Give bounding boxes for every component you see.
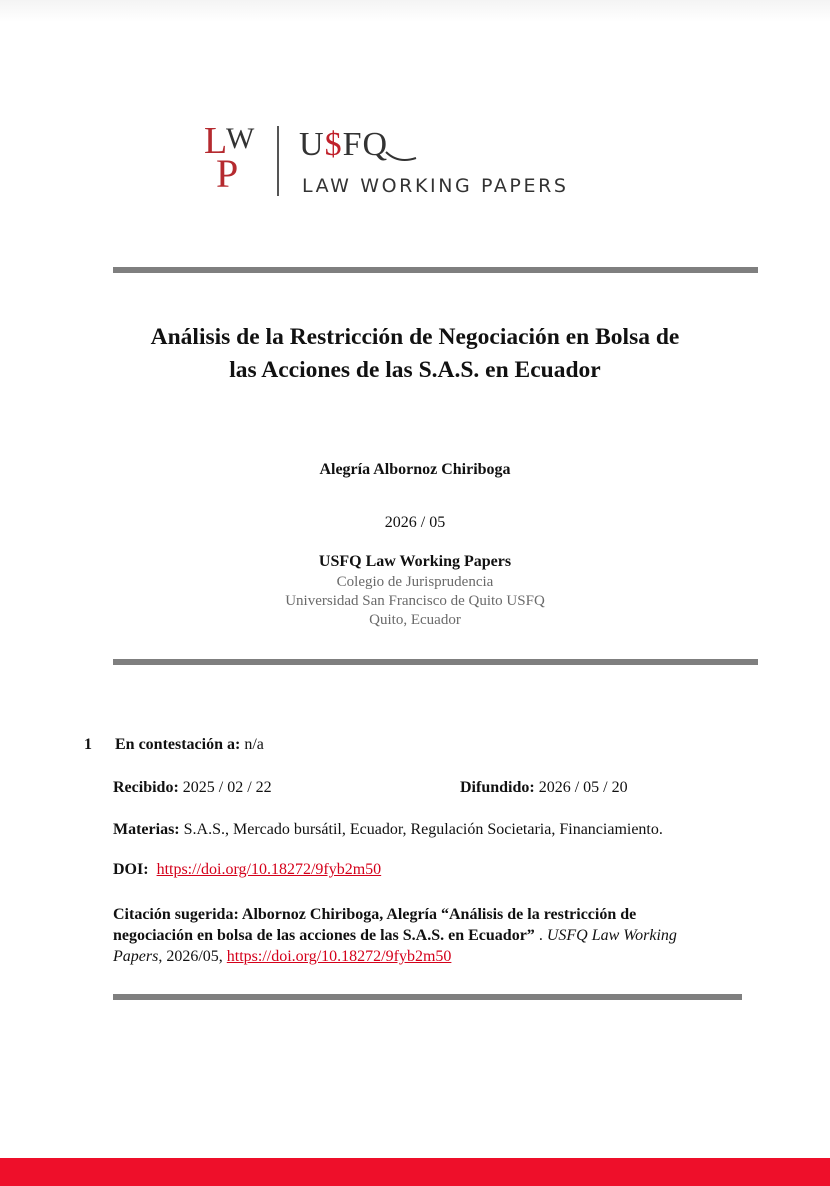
lwp-monogram — [200, 120, 260, 200]
logo-divider — [277, 126, 279, 196]
top-edge-shade — [0, 0, 830, 22]
footer-color-bar — [0, 1158, 830, 1186]
subjects-value: S.A.S., Mercado bursátil, Ecuador, Regulación Societaria, Financiamiento. — [183, 821, 663, 838]
monogram-w: W — [226, 122, 255, 155]
released-line — [460, 779, 628, 797]
doi-line — [113, 861, 381, 879]
monogram-p: P — [216, 151, 239, 196]
citation-doi-link[interactable]: https://doi.org/10.18272/9fyb2m50 — [226, 948, 452, 965]
lwp-usfq-logo — [200, 120, 620, 210]
received-value: 2025 / 02 / 22 — [182, 779, 272, 796]
citation-tail: , 2026/05, — [158, 948, 227, 965]
doi-link[interactable]: https://doi.org/10.18272/9fyb2m50 — [156, 861, 382, 878]
received-label: Recibido: — [113, 779, 179, 796]
bottom-rule — [113, 994, 742, 1000]
released-value: 2026 / 05 / 20 — [538, 779, 628, 796]
received-line — [113, 779, 272, 797]
logo-subtitle: LAW WORKING PAPERS — [302, 175, 569, 197]
suggested-citation — [113, 904, 703, 967]
page-number: 1 — [84, 736, 92, 753]
subjects-line — [113, 821, 663, 839]
author-name: Alegría Albornoz Chiriboga — [319, 461, 511, 478]
usfq-u: U — [299, 126, 325, 163]
title-line-2: las Acciones de las S.A.S. en Ecuador — [229, 357, 601, 383]
usfq-dragon-s: $ — [324, 126, 343, 163]
monogram-l: L — [204, 120, 228, 162]
issue-number: 2026 / 05 — [384, 514, 446, 531]
response-line — [115, 736, 264, 754]
usfq-wordmark — [299, 128, 388, 162]
citation-text: Citación sugerida: Albornoz Chiriboga, Alegría “Análisis de la restricción de negociación en bolsa de las acciones de las S.A.S. en Ecuador” — [113, 906, 637, 944]
series-name: USFQ Law Working Papers — [318, 553, 512, 570]
released-label: Difundido: — [460, 779, 535, 796]
usfq-fq: FQ — [342, 126, 389, 163]
middle-rule — [113, 659, 758, 665]
response-label: En contestación a: — [115, 736, 241, 753]
doi-label: DOI: — [113, 861, 149, 878]
document-title — [60, 321, 770, 387]
usfq-swash-icon — [384, 148, 418, 164]
top-rule — [113, 267, 758, 273]
institution-line: Colegio de Jurisprudencia — [336, 574, 494, 590]
institution-line: Universidad San Francisco de Quito USFQ — [285, 593, 545, 609]
institution-line: Quito, Ecuador — [369, 612, 461, 628]
citation-separator: . — [534, 927, 547, 944]
title-line-1: Análisis de la Restricción de Negociación en Bolsa de — [150, 324, 680, 350]
subjects-label: Materias: — [113, 821, 180, 838]
citation-journal: USFQ Law Working Papers — [113, 927, 677, 965]
response-value: n/a — [244, 736, 264, 753]
